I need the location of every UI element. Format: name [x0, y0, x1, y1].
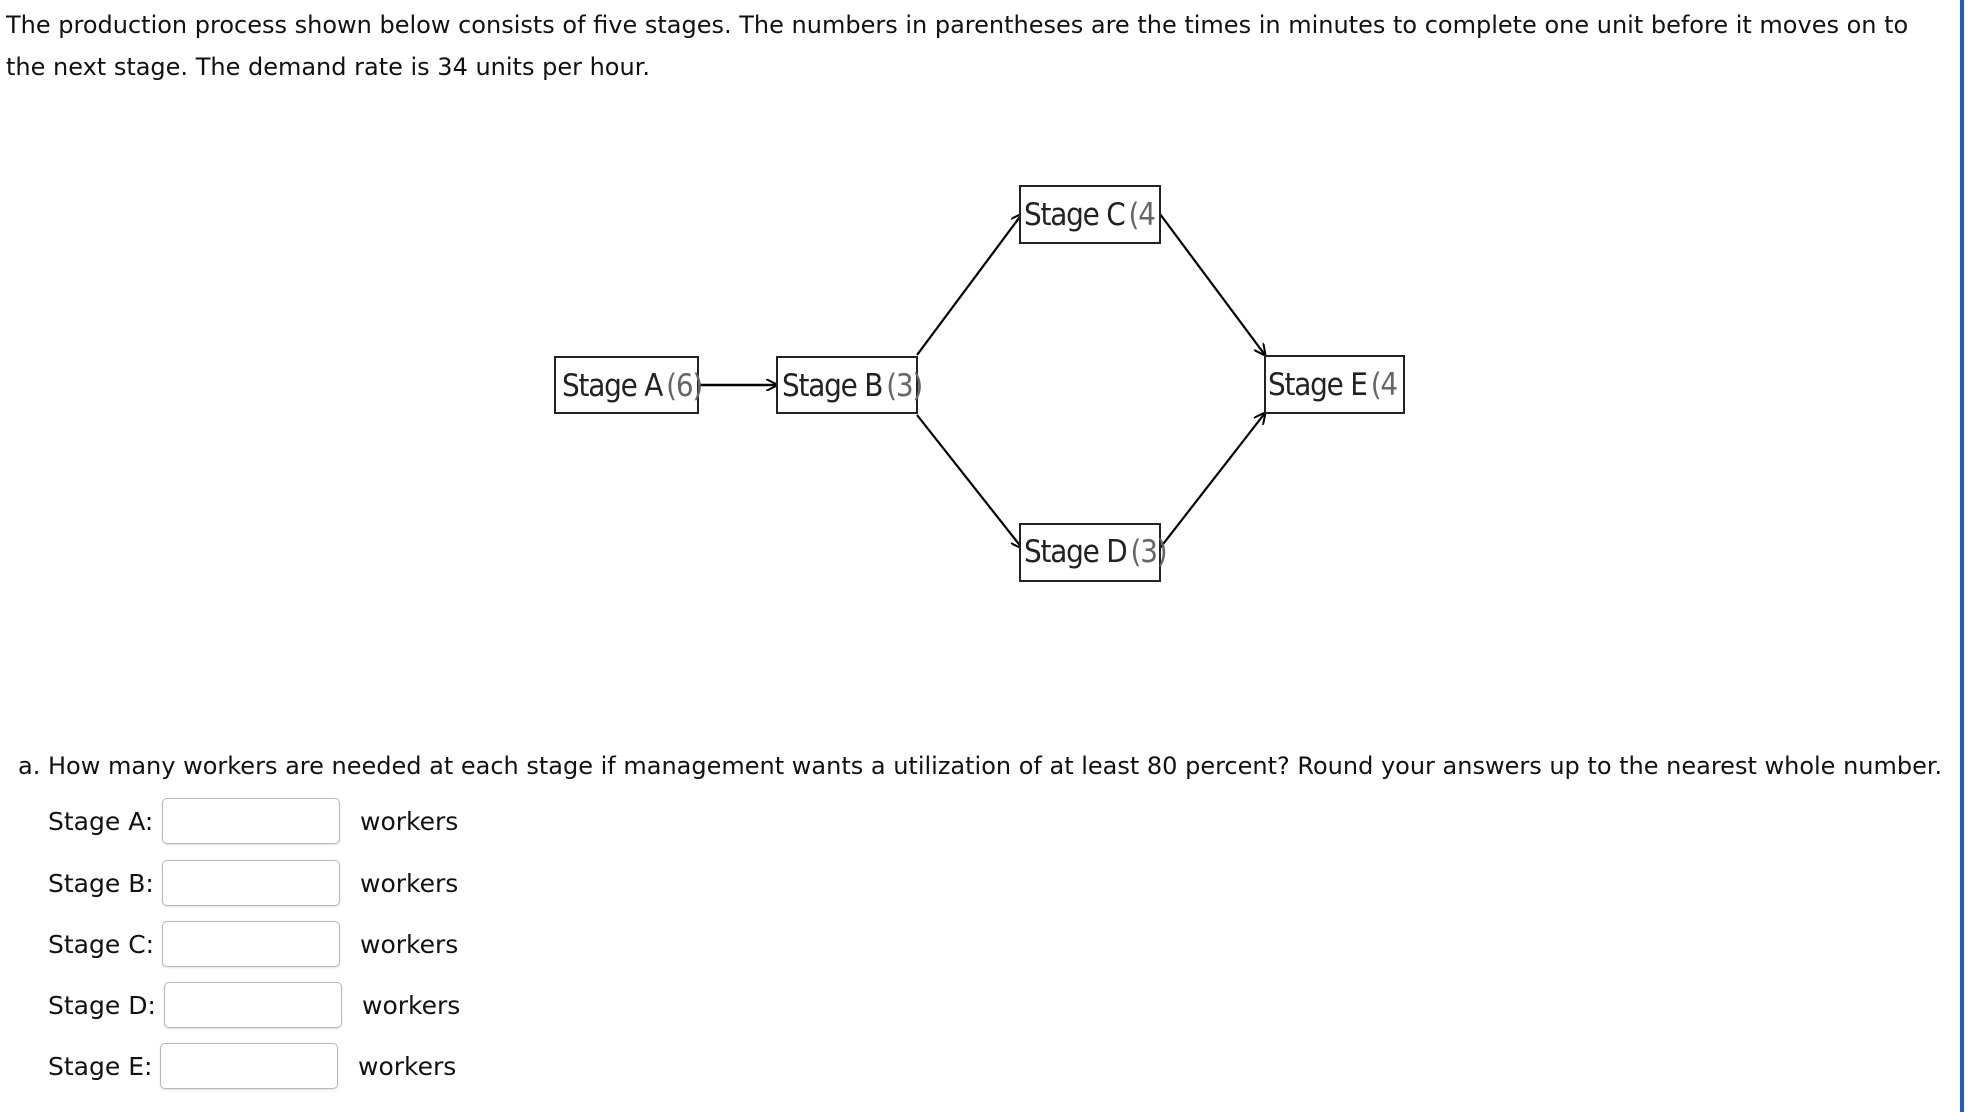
arrow-b-to-c — [917, 214, 1022, 355]
question-a-text: a. How many workers are needed at each stage if management wants a utilization of at least 80 percent? Round your answers up to the nearest whole number. — [18, 752, 1943, 780]
stage-c-name: Stage C — [1024, 197, 1125, 233]
stage-c-workers-input[interactable] — [162, 921, 340, 967]
stage-b-unit: workers — [360, 869, 459, 898]
svg-text:Stage E(4 — [1268, 367, 1397, 403]
svg-text:Stage D(3) — [1024, 534, 1166, 570]
stage-b-workers-input[interactable] — [162, 860, 340, 906]
svg-text:Stage C(4 — [1024, 197, 1155, 233]
stage-d-name: Stage D — [1024, 534, 1127, 570]
stage-a-node — [555, 357, 702, 413]
stage-e-workers-input[interactable] — [160, 1043, 338, 1089]
stage-a-unit: workers — [360, 807, 459, 836]
stage-e-time: (4 — [1370, 367, 1397, 403]
problem-intro-text: The production process shown below consists of five stages. The numbers in parentheses are the times in minutes to complete one unit before it moves on to the next stage. The demand rate is 34 units per hour. — [6, 11, 1909, 81]
stage-e-node — [1265, 356, 1404, 413]
stage-d-node — [1020, 524, 1166, 581]
stage-c-time: (4 — [1128, 197, 1155, 233]
stage-b-name: Stage B — [782, 368, 883, 404]
stage-a-time: (6) — [666, 368, 703, 404]
stage-c-node — [1020, 186, 1160, 243]
arrow-d-to-e — [1160, 413, 1265, 548]
stage-b-time: (3) — [886, 368, 923, 404]
stage-c-unit: workers — [360, 930, 459, 959]
stage-a-label: Stage A: — [48, 807, 154, 836]
svg-text:Stage B(3) — [782, 368, 922, 404]
arrow-c-to-e — [1160, 214, 1265, 355]
stage-e-label: Stage E: — [48, 1052, 153, 1081]
stage-c-label: Stage C: — [48, 930, 155, 959]
stage-a-workers-input[interactable] — [162, 798, 340, 844]
stage-b-label: Stage B: — [48, 869, 154, 898]
stage-d-unit: workers — [362, 991, 461, 1020]
svg-text:Stage A(6) — [562, 368, 702, 404]
stage-a-name: Stage A — [562, 368, 663, 404]
stage-e-unit: workers — [358, 1052, 457, 1081]
stage-d-label: Stage D: — [48, 991, 156, 1020]
stage-b-node — [777, 357, 922, 413]
stage-d-workers-input[interactable] — [164, 982, 342, 1028]
stage-d-time: (3) — [1130, 534, 1167, 570]
stage-e-name: Stage E — [1268, 367, 1367, 403]
arrow-b-to-d — [917, 415, 1022, 548]
